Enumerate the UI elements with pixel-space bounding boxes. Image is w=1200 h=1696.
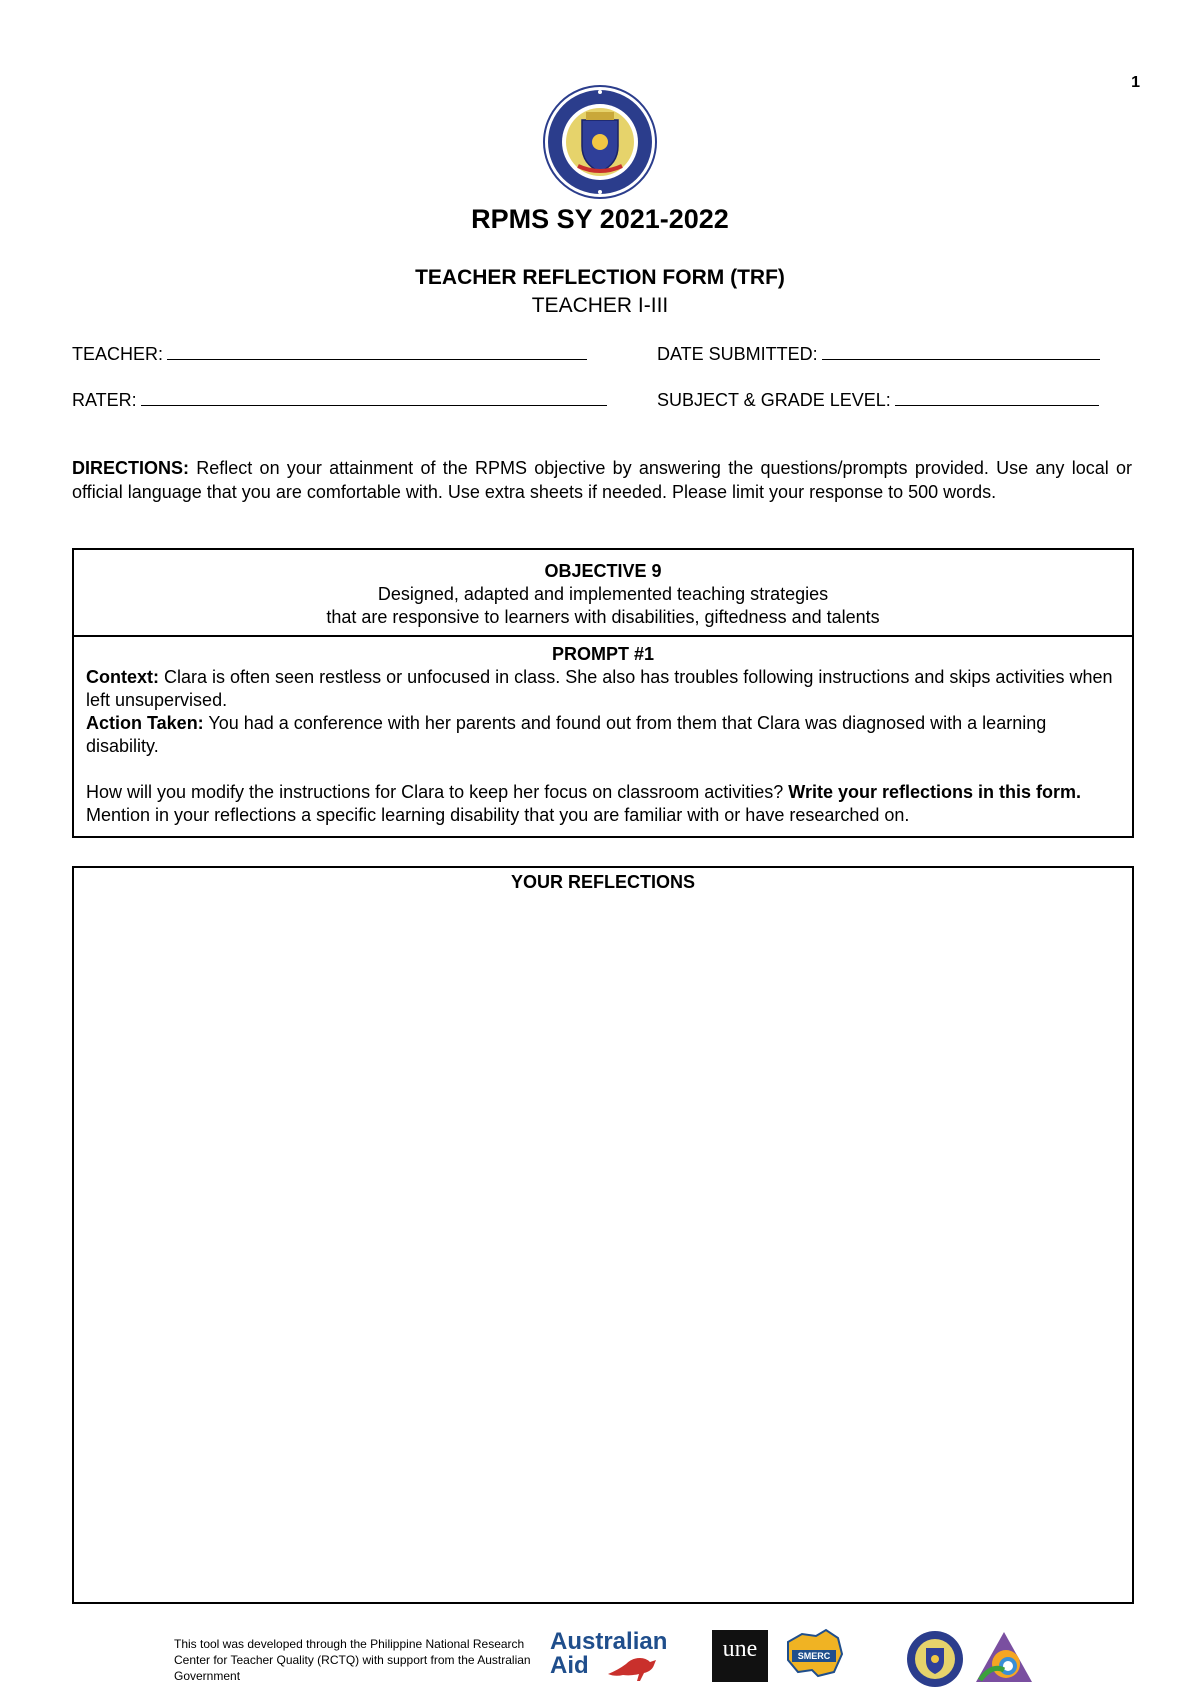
document-title: RPMS SY 2021-2022 [471, 204, 729, 234]
subject-grade-field[interactable] [657, 390, 1099, 411]
deped-seal-small-logo [906, 1630, 964, 1688]
rctq-logo [972, 1628, 1036, 1688]
rater-field[interactable] [72, 390, 607, 411]
rater-label: RATER: [72, 390, 137, 410]
prompt-context [86, 666, 1120, 712]
question-tail: Mention in your reflections a specific learning disability that you are familiar with or have researched on. [86, 805, 910, 825]
teacher-field[interactable] [72, 344, 587, 365]
directions [72, 456, 1132, 504]
action-text: You had a conference with her parents and found out from them that Clara was diagnosed with a learning disability. [86, 713, 1047, 756]
date-submitted-label: DATE SUBMITTED: [657, 344, 818, 364]
date-submitted-field[interactable] [657, 344, 1100, 365]
prompt-action [86, 712, 1120, 758]
question-instruction: Write your reflections in this form. [788, 782, 1082, 802]
smerc-logo [782, 1628, 848, 1684]
action-label: Action Taken: [86, 713, 204, 733]
date-submitted-blank-line[interactable] [822, 346, 1100, 360]
form-subtitle: TEACHER I-III [531, 294, 669, 317]
une-logo [712, 1630, 768, 1682]
smerc-text: SMERC [797, 1651, 831, 1661]
kangaroo-icon [604, 1652, 664, 1682]
context-text: Clara is often seen restless or unfocused in class. She also has troubles following instructions and skips activities when left unsupervised. [86, 667, 1113, 710]
objective-line-1: Designed, adapted and implemented teaching strategies [377, 584, 829, 604]
objective-title: OBJECTIVE 9 [544, 561, 662, 581]
objective-header [74, 550, 1132, 637]
page-number: 1 [1131, 74, 1140, 91]
question-text: How will you modify the instructions for Clara to keep her focus on classroom activities? [86, 782, 789, 802]
form-title: TEACHER REFLECTION FORM (TRF) [415, 266, 785, 289]
directions-label: DIRECTIONS: [72, 458, 189, 478]
rater-blank-line[interactable] [141, 392, 607, 406]
australian-aid-line-2: Aid [550, 1652, 589, 1679]
directions-text: Reflect on your attainment of the RPMS objective by answering the questions/prompts provided. Use any local or official language that you are comfortable with. Use extra sheets if needed. Please limit your response to 500 words. [72, 458, 1132, 502]
prompt-title: PROMPT #1 [551, 644, 655, 664]
subject-grade-blank-line[interactable] [895, 392, 1099, 406]
australian-aid-line-1: Australian [550, 1628, 668, 1655]
reflections-title: YOUR REFLECTIONS [510, 872, 695, 892]
deped-seal-logo [542, 84, 658, 200]
subject-grade-label: SUBJECT & GRADE LEVEL: [657, 390, 891, 410]
teacher-blank-line[interactable] [167, 346, 587, 360]
prompt-section [74, 637, 1132, 827]
objective-box [72, 548, 1134, 838]
objective-line-2: that are responsive to learners with disabilities, giftedness and talents [326, 607, 880, 627]
une-text: une [722, 1636, 758, 1662]
teacher-label: TEACHER: [72, 344, 164, 364]
context-label: Context: [86, 667, 159, 687]
reflections-box[interactable] [72, 866, 1134, 1604]
australian-aid-logo [548, 1628, 668, 1684]
prompt-question [86, 781, 1120, 827]
footer-note: This tool was developed through the Philippine National Research Center for Teacher Quality (RCTQ) with support from the Australian Government [174, 1637, 531, 1683]
